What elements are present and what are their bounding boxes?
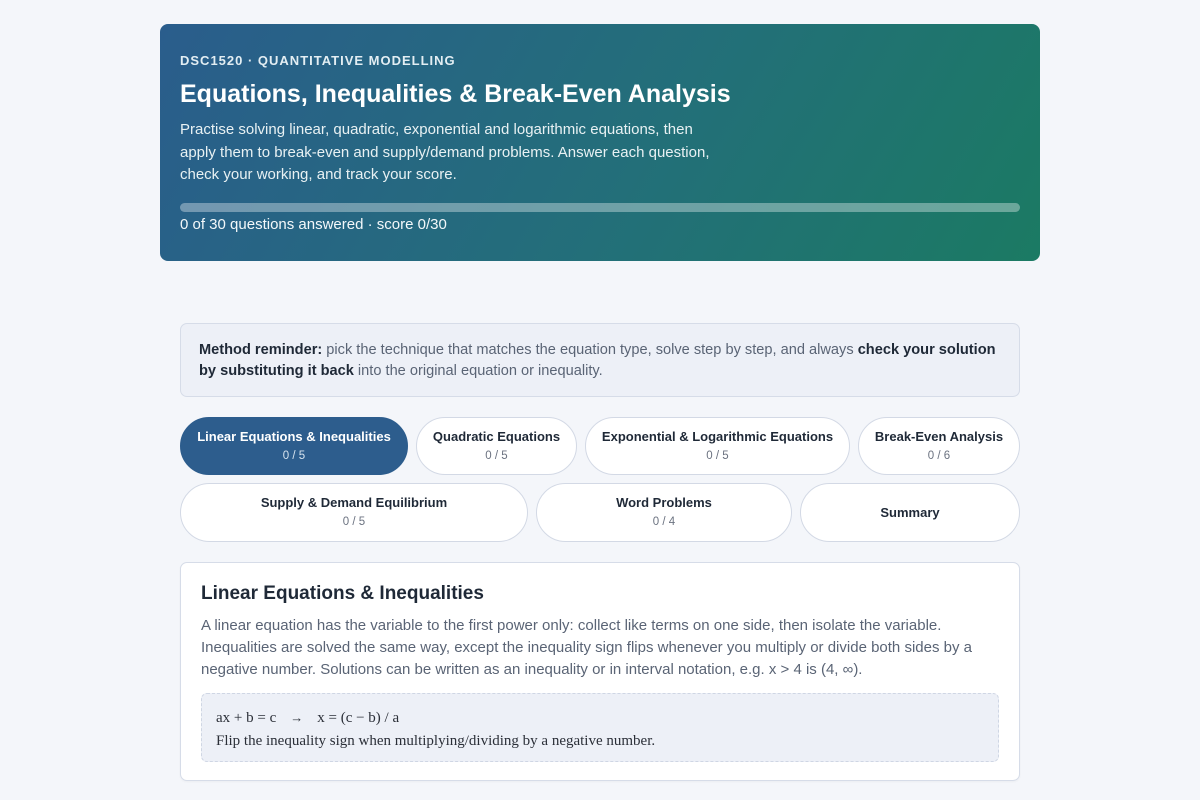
tab-exponential-logarithmic[interactable]: [585, 417, 850, 475]
formula-rhs: x = (c − b) / a: [317, 710, 400, 726]
arrow-icon: →: [290, 710, 304, 725]
tab-linear[interactable]: [180, 417, 408, 475]
reminder-text: pick the technique that matches the equation type, solve step by step, and always: [322, 342, 858, 358]
progress-bar: [180, 203, 1020, 212]
progress-status: 0 of 30 questions answered · score 0/30: [180, 215, 447, 233]
tab-break-even[interactable]: [858, 417, 1020, 475]
section-description: A linear equation has the variable to the first power only: collect like terms on one side, then isolate the variable. Inequalities are solved the same way, except the inequality sign flips whenever you multiply or divide both sides by a negative number. Solutions can be written as an inequality or in interval notation, e.g. x > 4 is (4, ∞).: [201, 617, 972, 678]
tab-count: 0 / 5: [706, 450, 729, 462]
formula-note: Flip the inequality sign when multiplying/dividing by a negative number.: [216, 733, 656, 749]
tab-count: 0 / 6: [927, 450, 951, 462]
tab-label: Exponential & Logarithmic Equations: [601, 429, 834, 444]
tab-label: Summary: [880, 505, 940, 520]
tab-word-problems[interactable]: [536, 483, 792, 542]
formula-line: [216, 706, 984, 730]
tab-supply-demand[interactable]: [180, 483, 528, 542]
section-panel: [180, 562, 1020, 781]
tab-count: 0 / 5: [342, 516, 366, 528]
tab-label: Quadratic Equations: [432, 429, 561, 444]
reminder-lead: Method reminder:: [199, 342, 323, 358]
tab-label: Break-Even Analysis: [874, 429, 1004, 444]
tab-count: 0 / 5: [485, 450, 508, 462]
formula-box: [201, 693, 999, 762]
intro-text: Practise solving linear, quadratic, exponential and logarithmic equations, then apply them to break-even and supply/demand problems. Answer each question, check your working, and track your score.: [180, 121, 710, 183]
tab-label: Linear Equations & Inequalities: [197, 429, 391, 444]
reminder-emphasis: check your solution by substituting it back: [199, 342, 996, 379]
formula-lhs: ax + b = c: [216, 710, 277, 726]
reminder-text-end: into the original equation or inequality.: [353, 363, 603, 379]
course-header: [160, 24, 1040, 261]
page-title: Equations, Inequalities & Break-Even Analysis: [180, 80, 731, 108]
tab-label: Supply & Demand Equilibrium: [260, 495, 448, 510]
course-code: DSC1520 · QUANTITATIVE MODELLING: [180, 53, 456, 68]
tab-summary[interactable]: [800, 483, 1020, 542]
tab-count: 0 / 4: [652, 516, 676, 528]
tab-label: Word Problems: [616, 495, 712, 510]
tab-count: 0 / 5: [282, 450, 306, 462]
method-reminder: [180, 323, 1020, 397]
section-title: Linear Equations & Inequalities: [201, 583, 484, 604]
tab-quadratic[interactable]: [416, 417, 577, 475]
